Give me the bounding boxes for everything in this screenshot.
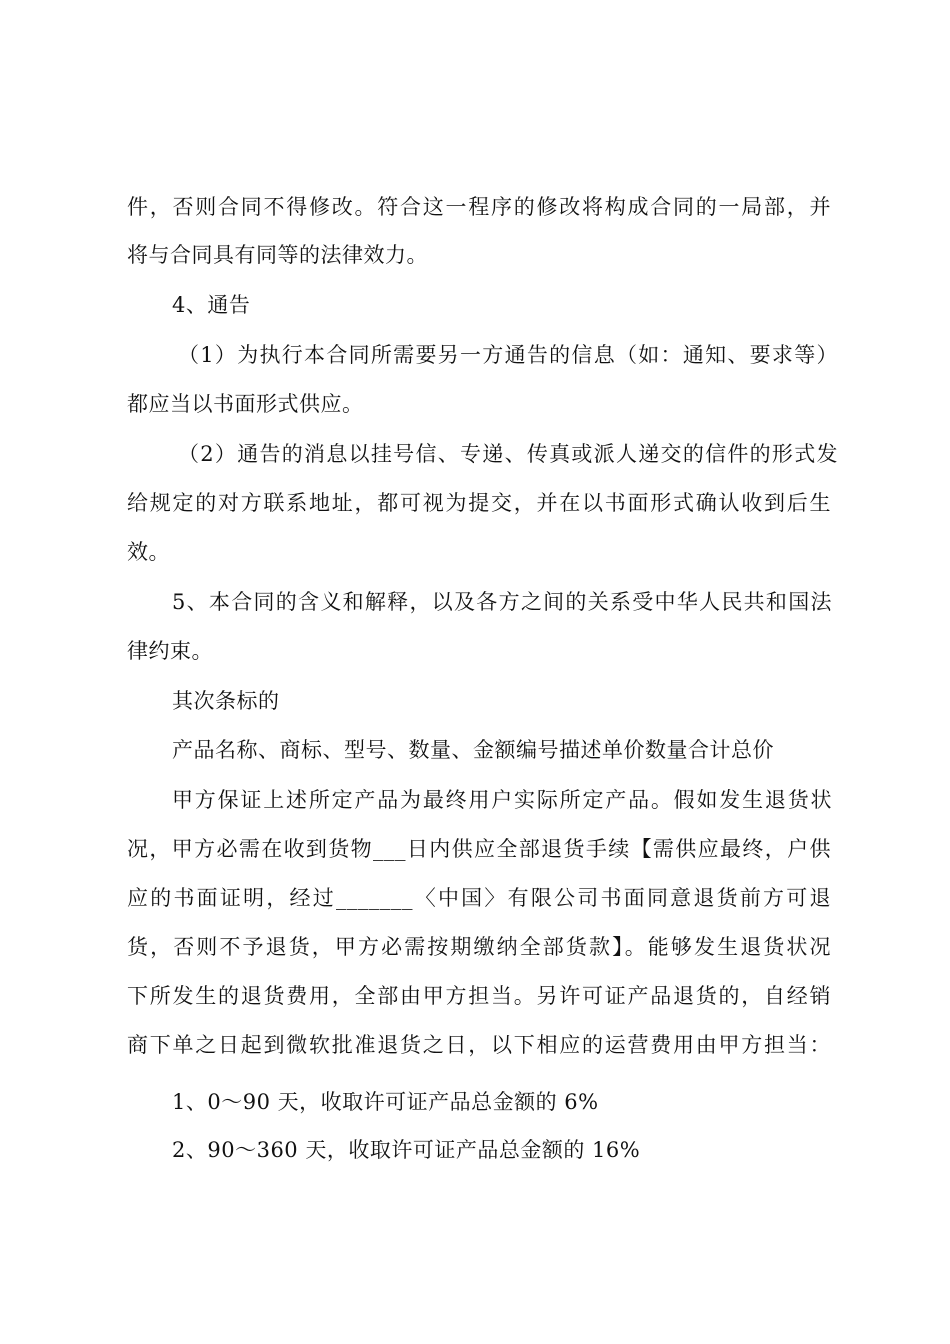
section-heading: 4、通告 [172, 293, 251, 317]
paragraph-line: 况，甲方必需在收到货物___日内供应全部退货手续【需供应最终，户供 [127, 837, 831, 861]
paragraph-line: 将与合同具有同等的法律效力。 [127, 243, 428, 267]
paragraph-line: 都应当以书面形式供应。 [127, 392, 364, 416]
paragraph-line: 效。 [127, 540, 170, 564]
paragraph-line: 给规定的对方联系地址，都可视为提交，并在以书面形式确认收到后生 [127, 491, 831, 515]
paragraph-line: 件，否则合同不得修改。符合这一程序的修改将构成合同的一局部，并 [127, 195, 831, 219]
section-heading: 其次条标的 [172, 689, 280, 713]
paragraph-line: 产品名称、商标、型号、数量、金额编号描述单价数量合计总价 [172, 738, 774, 762]
paragraph-line: 商下单之日起到微软批准退货之日，以下相应的运营费用由甲方担当： [127, 1033, 831, 1057]
paragraph-line: 5、本合同的含义和解释，以及各方之间的关系受中华人民共和国法 [172, 590, 832, 614]
paragraph-line: 甲方保证上述所定产品为最终用户实际所定产品。假如发生退货状 [172, 788, 832, 812]
paragraph-line: 货，否则不予退货，甲方必需按期缴纳全部货款】。能够发生退货状况 [127, 935, 831, 959]
list-item: 1、0～90 天，收取许可证产品总金额的 6% [172, 1090, 599, 1114]
paragraph-line: （1）为执行本合同所需要另一方通告的信息（如：通知、要求等） [178, 343, 838, 367]
paragraph-line: 下所发生的退货费用，全部由甲方担当。另许可证产品退货的，自经销 [127, 984, 831, 1008]
paragraph-line: （2）通告的消息以挂号信、专递、传真或派人递交的信件的形式发 [178, 442, 838, 466]
paragraph-line: 律约束。 [127, 639, 213, 663]
list-item: 2、90～360 天，收取许可证产品总金额的 16% [172, 1138, 641, 1162]
paragraph-line: 应的书面证明，经过_______〈中国〉有限公司书面同意退货前方可退 [127, 886, 831, 910]
